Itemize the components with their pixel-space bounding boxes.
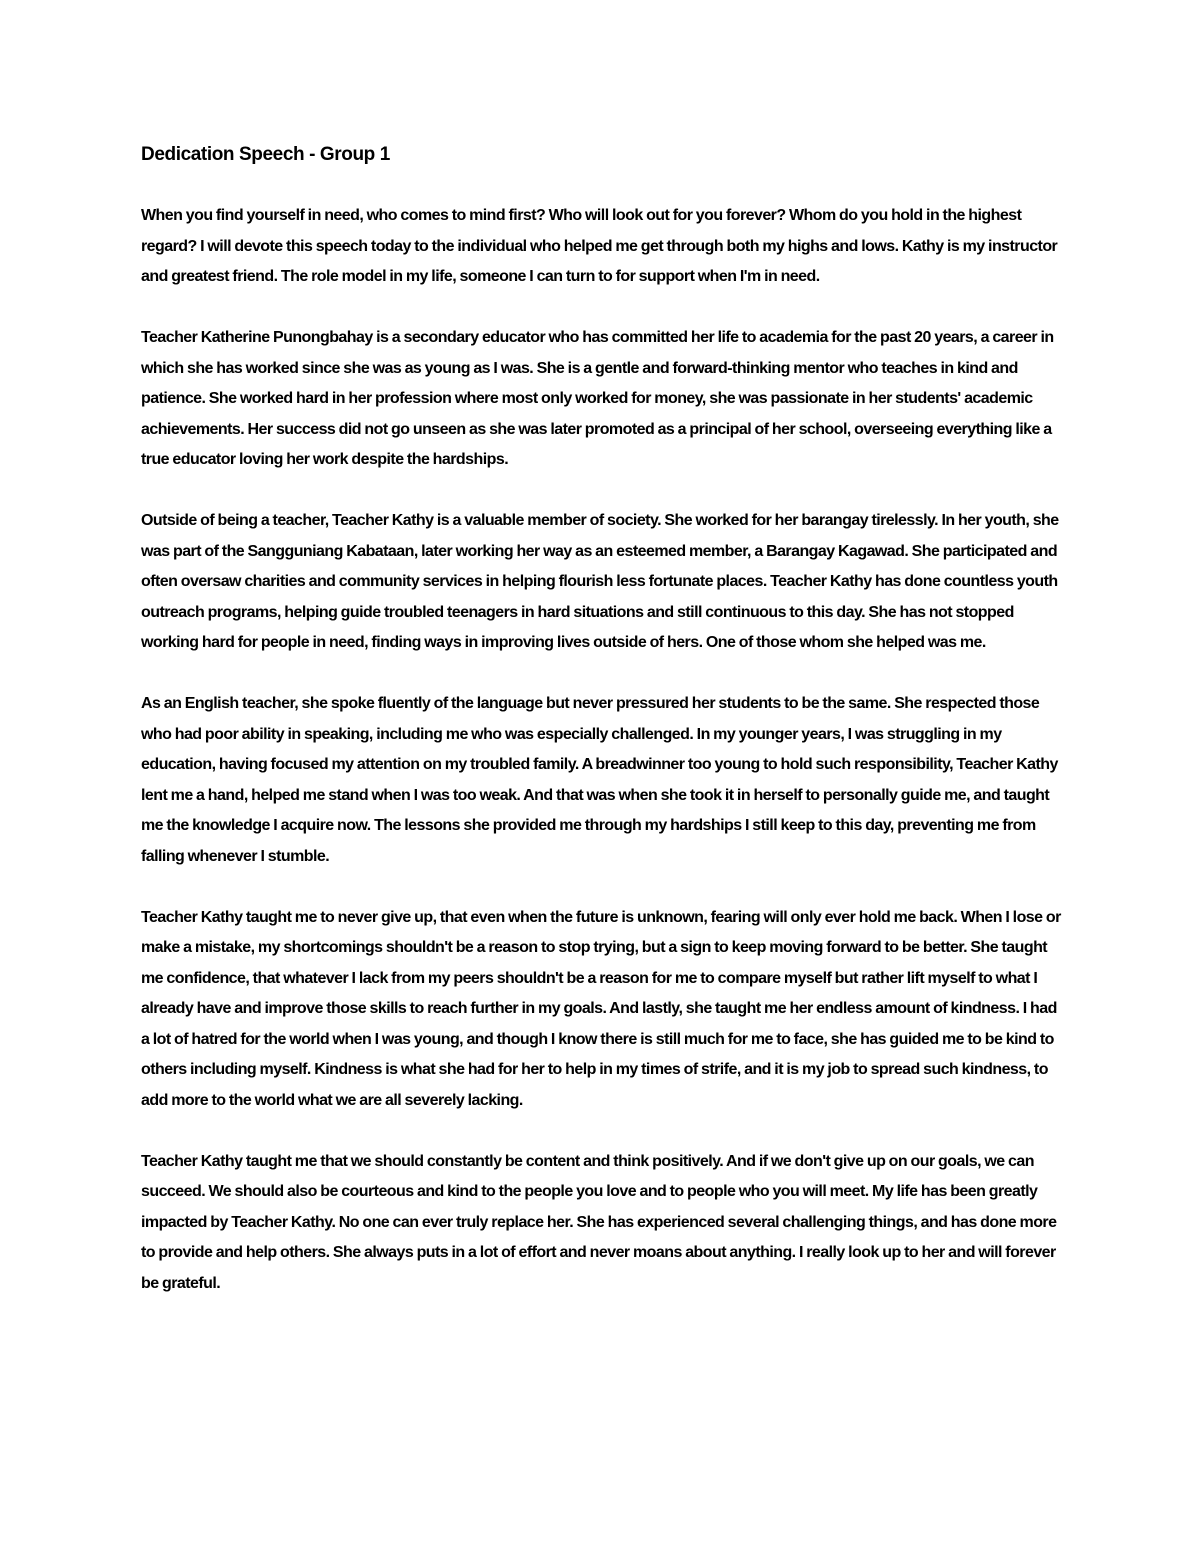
paragraph-1: When you find yourself in need, who comes to mind first? Who will look out for you forever? Whom do you hold in the highest regard? I will devote this speech today to the individual who helped me get through both my highs and lows. Kathy is my instructor and greatest friend. The role model in my life, someone I can turn to for support when I'm in need. — [141, 207, 1058, 285]
paragraph-6: Teacher Kathy taught me that we should constantly be content and think positively. And if we don't give up on our goals, we can succeed. We should also be courteous and kind to the people you love and to people who you will meet. My life has been greatly impacted by Teacher Kathy. No one can ever truly replace her. She has experienced several challenging things, and has done more to provide and help others. She always puts in a lot of effort and never moans about anything. I really look up to her and will forever be grateful. — [141, 1152, 1057, 1292]
paragraph-4: As an English teacher, she spoke fluently of the language but never pressured her students to be the same. She respected those who had poor ability in speaking, including me who was especially challenged. In my younger years, I was struggling in my education, having focused my attention on my troubled family. A breadwinner too young to hold such responsibility, Teacher Kathy lent me a hand, helped me stand when I was too weak. And that was when she took it in herself to personally guide me, and taught me the knowledge I acquire now. The lessons she provided me through my hardships I still keep to this day, preventing me from falling whenever I stumble. — [141, 695, 1058, 865]
paragraph-3: Outside of being a teacher, Teacher Kathy is a valuable member of society. She worked for her barangay tirelessly. In her youth, she was part of the Sangguniang Kabataan, later working her way as an esteemed member, a Barangay Kagawad. She participated and often oversaw charities and community services in helping flourish less fortunate places. Teacher Kathy has done countless youth outreach programs, helping guide troubled teenagers in hard situations and still continuous to this day. She has not stopped working hard for people in need, finding ways in improving lives outside of hers. One of those whom she helped was me. — [141, 512, 1059, 651]
document-title: Dedication Speech - Group 1 — [141, 144, 390, 165]
document-page — [141, 141, 1061, 1330]
paragraph-2: Teacher Katherine Punongbahay is a secondary educator who has committed her life to academia for the past 20 years, a career in which she has worked since she was as young as I was. She is a gentle and forward-thinking mentor who teaches in kind and patience. She worked hard in her profession where most only worked for money, she was passionate in her students' academic achievements. Her success did not go unseen as she was later promoted as a principal of her school, overseeing everything like a true educator loving her work despite the hardships. — [141, 329, 1054, 468]
paragraph-5: Teacher Kathy taught me to never give up, that even when the future is unknown, fearing will only ever hold me back. When I lose or make a mistake, my shortcomings shouldn't be a reason to stop trying, but a sign to keep moving forward to be better. She taught me confidence, that whatever I lack from my peers shouldn't be a reason for me to compare myself but rather lift myself to what I already have and improve those skills to reach further in my goals. And lastly, she taught me her endless amount of kindness. I had a lot of hatred for the world when I was young, and though I know there is still much for me to face, she has guided me to be kind to others including myself. Kindness is what she had for her to help in my times of strife, and it is my job to spread such kindness, to add more to the world what we are all severely lacking. — [141, 908, 1061, 1109]
